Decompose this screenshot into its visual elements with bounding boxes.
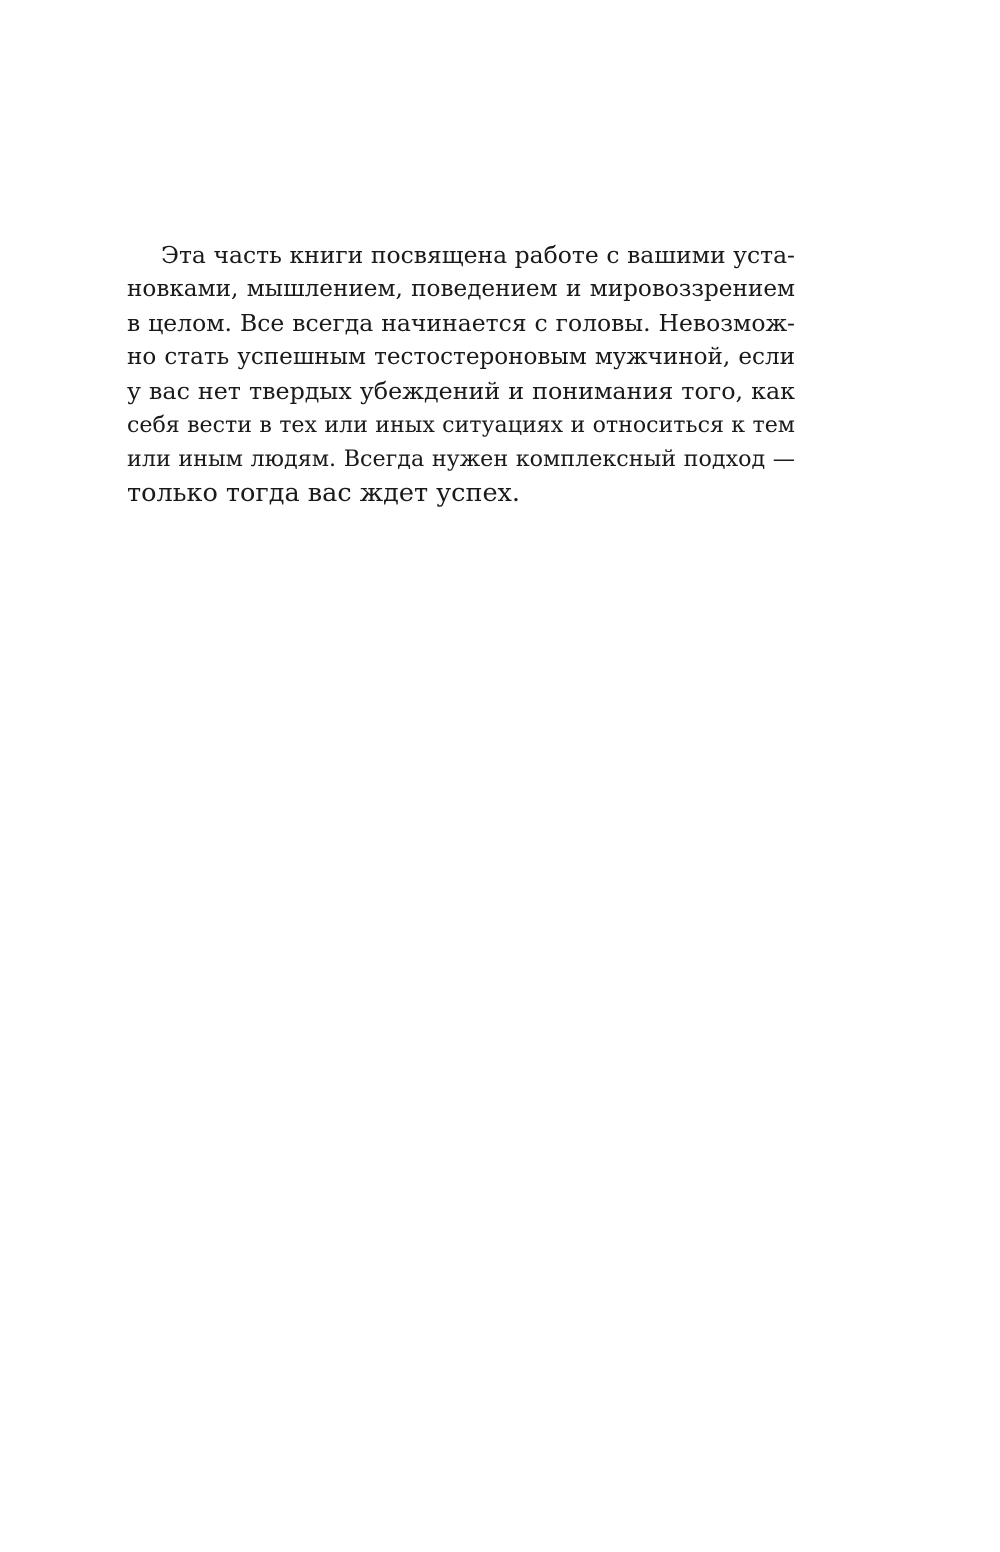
paragraph-line: новками, мышлением, поведением и мировоззрением — [127, 276, 795, 302]
paragraph-line: только тогда вас ждет успех. — [127, 478, 521, 508]
paragraph-line: Эта часть книги посвящена работе с вашими уста- — [161, 241, 795, 269]
paragraph-line: или иным людям. Всегда нужен комплексный подход — — [127, 446, 795, 472]
paragraph-line: у вас нет твердых убеждений и понимания того, как — [127, 377, 795, 405]
body-paragraph — [127, 238, 795, 510]
paragraph-line: в целом. Все всегда начинается с головы. Невозмож- — [127, 309, 795, 337]
paragraph-line: но стать успешным тестостероновым мужчиной, если — [127, 344, 795, 370]
paragraph-line: себя вести в тех или иных ситуациях и относиться к тем — [127, 412, 795, 438]
